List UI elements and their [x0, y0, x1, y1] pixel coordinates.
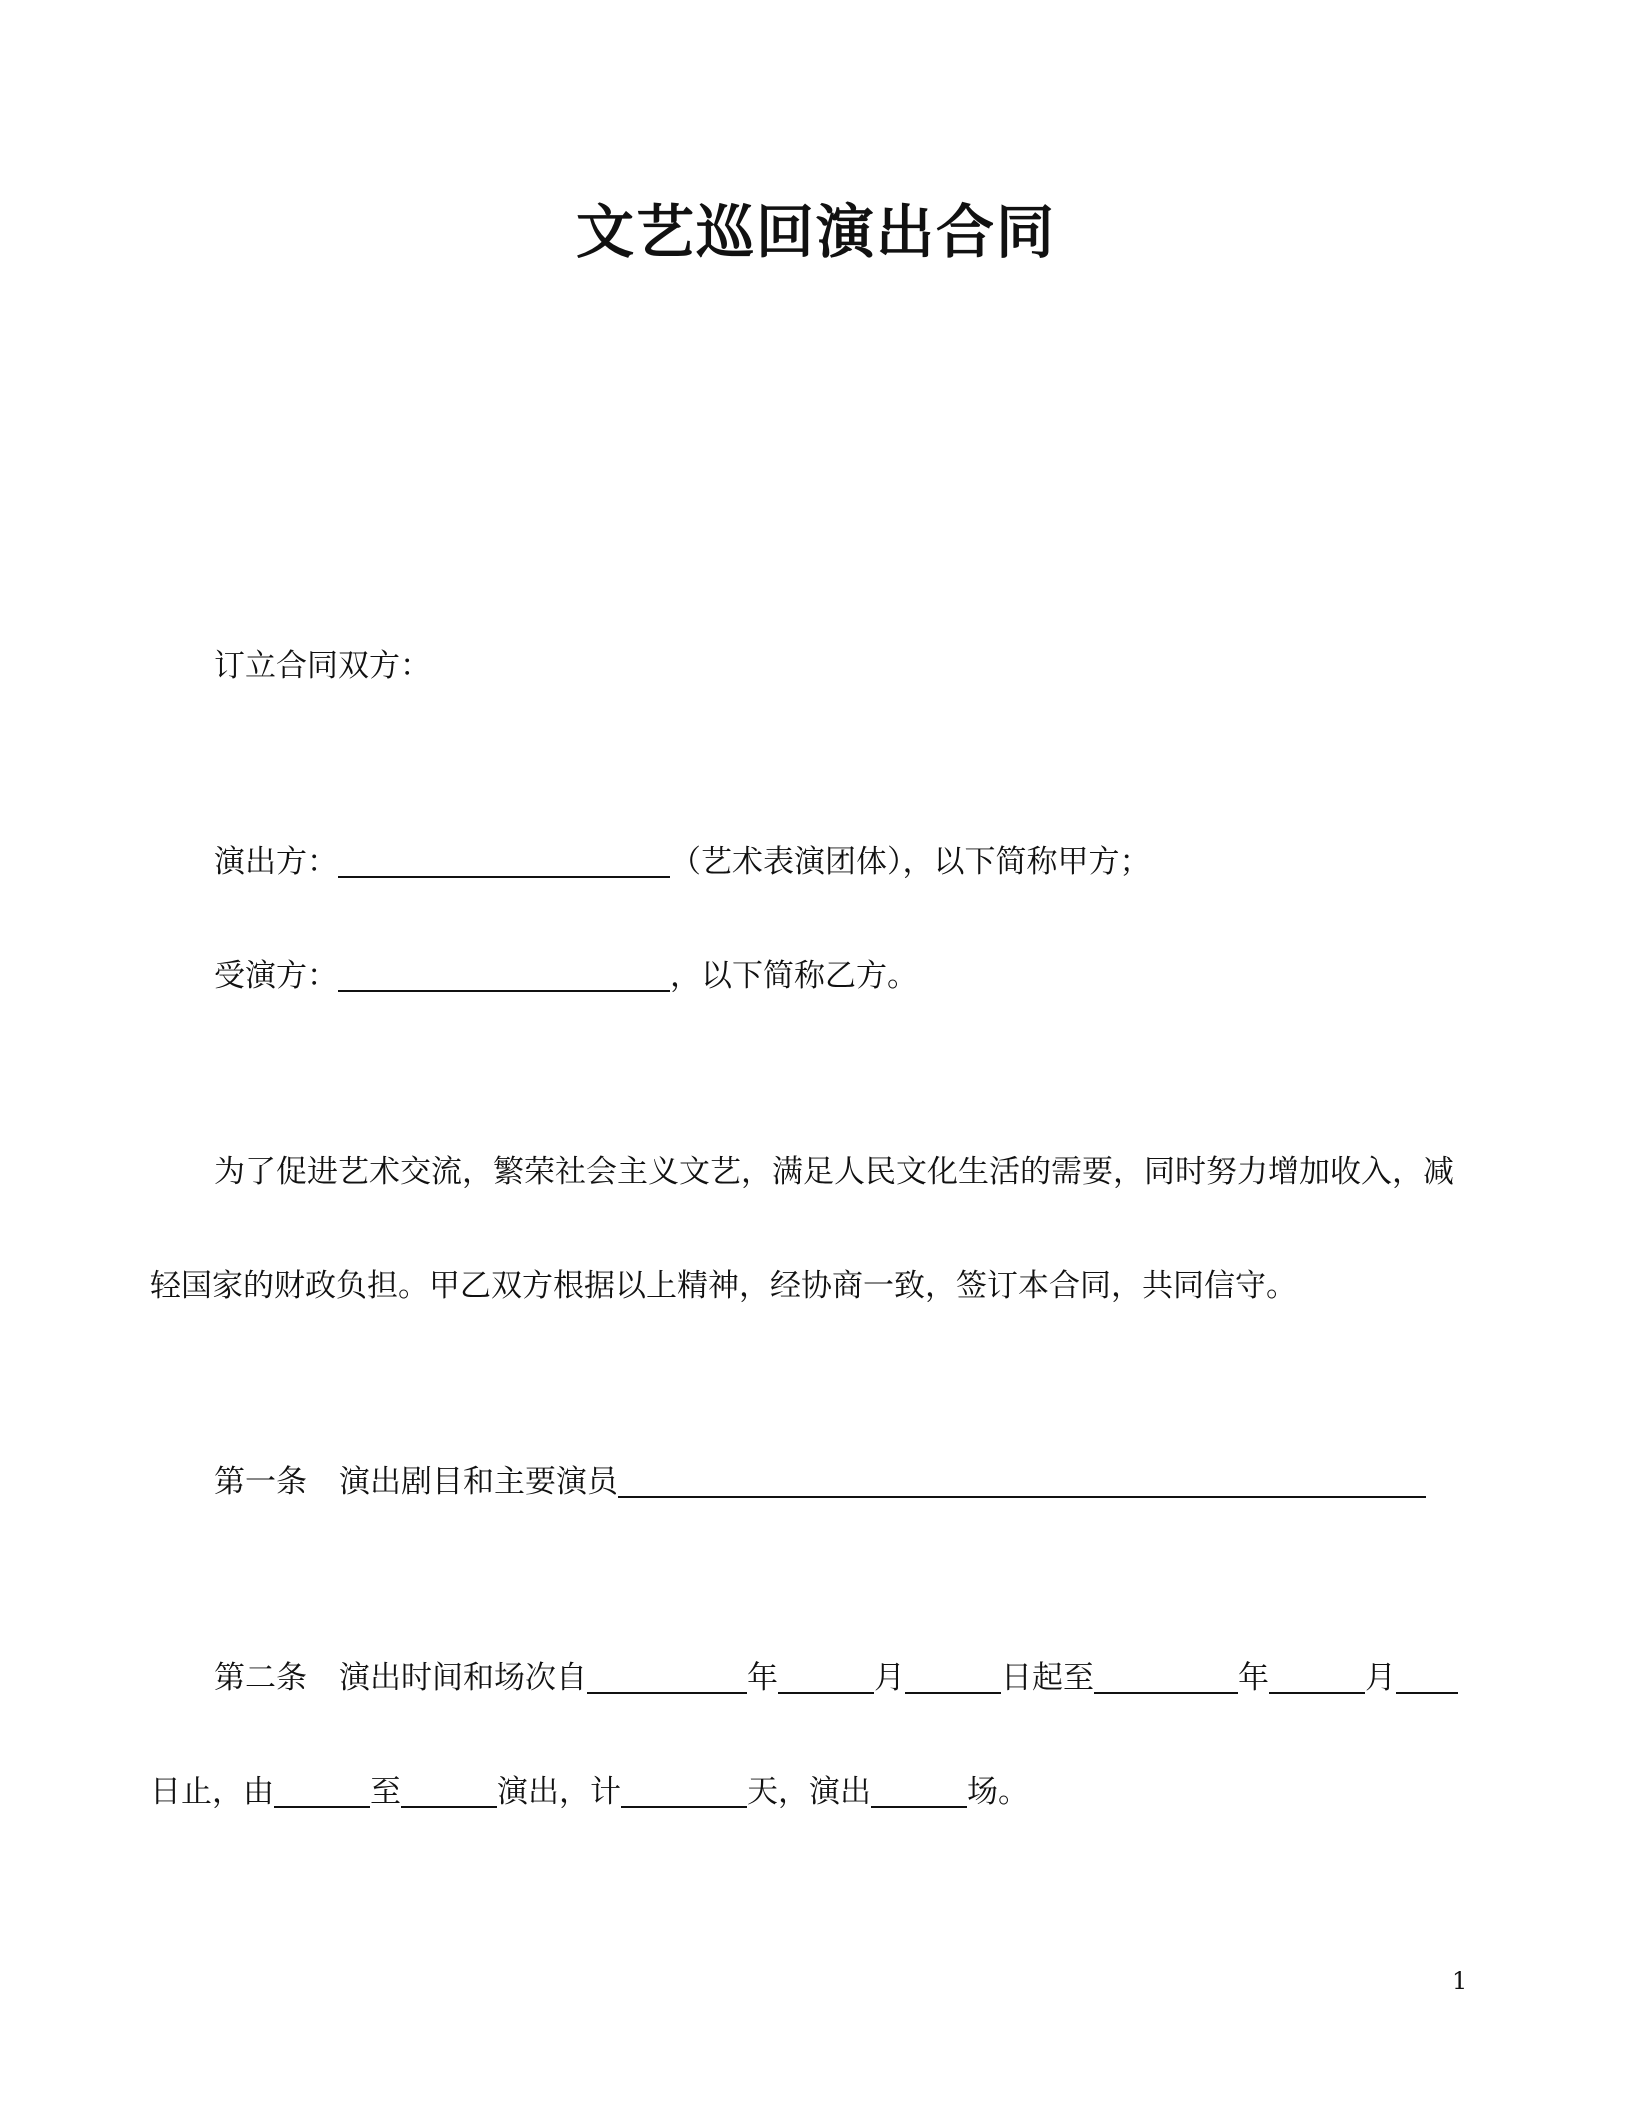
article-1-blank[interactable] [618, 1462, 1426, 1498]
month-label-2: 月 [1365, 1660, 1396, 1696]
to-place-blank[interactable] [401, 1772, 497, 1808]
day-from-label: 日起至 [1001, 1660, 1094, 1696]
year-label: 年 [747, 1660, 778, 1696]
start-month-blank[interactable] [778, 1658, 874, 1694]
month-label: 月 [874, 1660, 905, 1696]
shows-blank[interactable] [871, 1772, 967, 1808]
document-title: 文艺巡回演出合同 [575, 198, 1056, 266]
article-1-number: 第一条 [214, 1464, 307, 1500]
performer-label: 演出方： [214, 844, 338, 880]
day-to-label: 日止，由 [150, 1774, 274, 1810]
shows-label: 场。 [967, 1774, 1029, 1810]
to-label: 至 [370, 1774, 401, 1810]
performer-line [214, 840, 1151, 884]
end-month-blank[interactable] [1269, 1658, 1365, 1694]
parties-heading: 订立合同双方： [214, 648, 431, 684]
article-2-line-2 [150, 1770, 1029, 1814]
performer-suffix: （艺术表演团体），以下简称甲方； [670, 844, 1151, 880]
start-year-blank[interactable] [587, 1658, 747, 1694]
days-label: 天，演出 [747, 1774, 871, 1810]
article-1-text: 演出剧目和主要演员 [339, 1464, 618, 1500]
preamble-line-2: 轻国家的财政负担。甲乙双方根据以上精神，经协商一致，签订本合同，共同信守。 [150, 1268, 1297, 1304]
article-1 [214, 1460, 1426, 1504]
article-2-text: 演出时间和场次自 [339, 1660, 587, 1696]
article-2-line-1 [214, 1656, 1458, 1700]
end-day-blank[interactable] [1396, 1658, 1458, 1694]
page-number: 1 [1452, 1967, 1468, 1995]
days-blank[interactable] [621, 1772, 747, 1808]
host-suffix: ，以下简称乙方。 [670, 958, 918, 994]
article-2-number: 第二条 [214, 1660, 307, 1696]
host-blank[interactable] [338, 956, 670, 992]
year-label-2: 年 [1238, 1660, 1269, 1696]
host-label: 受演方： [214, 958, 338, 994]
preamble-line-1: 为了促进艺术交流，繁荣社会主义文艺，满足人民文化生活的需要，同时努力增加收入，减 [214, 1154, 1454, 1190]
performer-blank[interactable] [338, 842, 670, 878]
end-year-blank[interactable] [1094, 1658, 1238, 1694]
from-place-blank[interactable] [274, 1772, 370, 1808]
start-day-blank[interactable] [905, 1658, 1001, 1694]
host-line [214, 954, 918, 998]
perform-count-label: 演出，计 [497, 1774, 621, 1810]
